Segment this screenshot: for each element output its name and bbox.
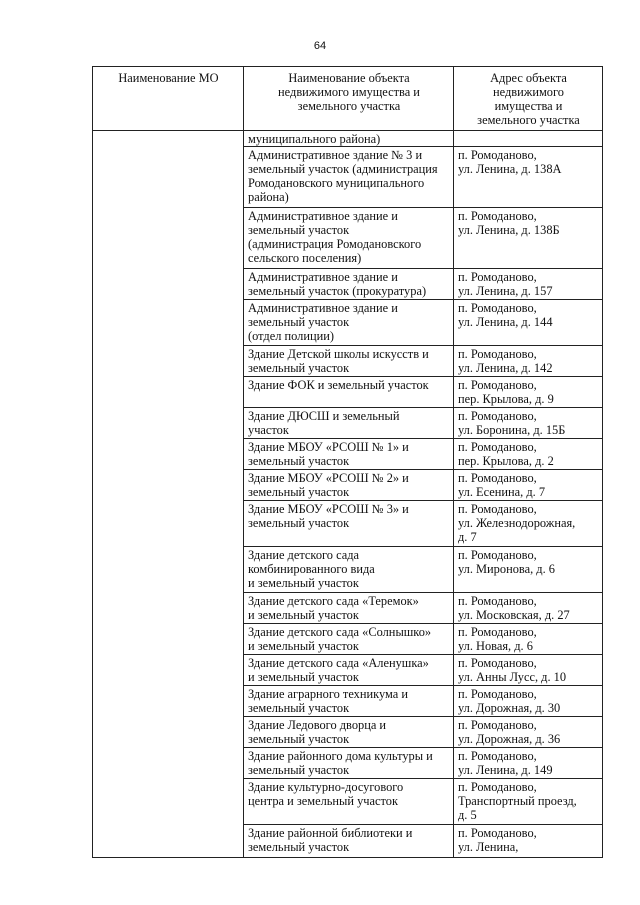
- object-name-line: муниципального района): [248, 132, 381, 146]
- object-name-line: Здание детского сада «Теремок»: [248, 594, 419, 608]
- object-name-line: Здание детского сада «Аленушка»: [248, 656, 429, 670]
- header-line: Адрес объекта: [490, 71, 567, 85]
- object-name-line: Здание МБОУ «РСОШ № 2» и: [248, 471, 409, 485]
- address-line: ул. Есенина, д. 7: [458, 485, 546, 499]
- header-line: недвижимого имущества и: [278, 85, 420, 99]
- address-cell: [454, 686, 603, 717]
- address-line: п. Ромоданово,: [458, 502, 537, 516]
- address-line: п. Ромоданово,: [458, 301, 537, 315]
- header-line: имущества и: [494, 99, 563, 113]
- header-address: [454, 67, 603, 131]
- address-line: п. Ромоданово,: [458, 625, 537, 639]
- object-name-cell: [244, 346, 454, 377]
- object-name-line: Здание районного дома культуры и: [248, 749, 433, 763]
- object-name-line: земельный участок: [248, 485, 350, 499]
- object-name-cell: [244, 748, 454, 779]
- address-line: п. Ромоданово,: [458, 656, 537, 670]
- address-line: д. 7: [458, 530, 477, 544]
- address-cell: [454, 408, 603, 439]
- object-name-line: Административное здание № 3 и: [248, 148, 423, 162]
- address-cell: [454, 377, 603, 408]
- address-line: п. Ромоданово,: [458, 780, 537, 794]
- object-name-cell: [244, 825, 454, 858]
- object-name-line: Здание аграрного техникума и: [248, 687, 408, 701]
- object-name-cell: [244, 686, 454, 717]
- object-name-cell: [244, 470, 454, 501]
- address-line: п. Ромоданово,: [458, 209, 537, 223]
- address-line: ул. Ленина,: [458, 840, 519, 854]
- header-line: недвижимого: [493, 85, 564, 99]
- address-line: пер. Крылова, д. 9: [458, 392, 554, 406]
- object-name-cell: [244, 593, 454, 624]
- object-name-line: (отдел полиции): [248, 329, 334, 343]
- address-line: ул. Новая, д. 6: [458, 639, 533, 653]
- object-name-line: Административное здание и: [248, 270, 398, 284]
- object-name-cell: [244, 655, 454, 686]
- object-name-line: Здание Ледового дворца и: [248, 718, 387, 732]
- object-name-line: земельный участок: [248, 223, 350, 237]
- object-name-cell: [244, 624, 454, 655]
- object-name-line: Здание ФОК и земельный участок: [248, 378, 429, 392]
- address-line: Транспортный проезд,: [458, 794, 577, 808]
- address-line: ул. Московская, д. 27: [458, 608, 570, 622]
- address-cell: [454, 470, 603, 501]
- object-name-cell: [244, 717, 454, 748]
- object-name-line: Здание детского сада: [248, 548, 360, 562]
- address-cell: [454, 208, 603, 269]
- object-name-line: центра и земельный участок: [248, 794, 398, 808]
- address-line: п. Ромоданово,: [458, 471, 537, 485]
- object-name-line: Здание МБОУ «РСОШ № 1» и: [248, 440, 409, 454]
- object-name-line: сельского поселения): [248, 251, 362, 265]
- object-name-cell: [244, 377, 454, 408]
- address-line: ул. Железнодорожная,: [458, 516, 576, 530]
- address-line: п. Ромоданово,: [458, 440, 537, 454]
- object-name-line: земельный участок: [248, 840, 350, 854]
- address-line: п. Ромоданово,: [458, 594, 537, 608]
- object-name-cell: [244, 300, 454, 346]
- address-line: ул. Ленина, д. 138А: [458, 162, 562, 176]
- object-name-line: Здание районной библиотеки и: [248, 826, 413, 840]
- object-name-line: (администрация Ромодановского: [248, 237, 422, 251]
- address-line: ул. Миронова, д. 6: [458, 562, 555, 576]
- address-line: п. Ромоданово,: [458, 718, 537, 732]
- object-name-cell: [244, 501, 454, 547]
- object-name-line: земельный участок: [248, 701, 350, 715]
- address-line: п. Ромоданово,: [458, 409, 537, 423]
- header-line: земельного участка: [477, 113, 580, 127]
- object-name-line: земельный участок (прокуратура): [248, 284, 427, 298]
- address-line: ул. Боронина, д. 15Б: [458, 423, 566, 437]
- object-name-line: земельный участок: [248, 315, 350, 329]
- address-line: ул. Ленина, д. 149: [458, 763, 553, 777]
- header-mo-text: Наименование МО: [118, 71, 219, 85]
- object-name-cell: [244, 131, 454, 147]
- address-line: пер. Крылова, д. 2: [458, 454, 554, 468]
- object-name-line: Здание детского сада «Солнышко»: [248, 625, 432, 639]
- header-mo: [93, 67, 244, 131]
- address-line: п. Ромоданово,: [458, 749, 537, 763]
- object-name-cell: [244, 269, 454, 300]
- object-name-line: Здание ДЮСШ и земельный: [248, 409, 400, 423]
- object-name-line: Здание МБОУ «РСОШ № 3» и: [248, 502, 409, 516]
- object-name-cell: [244, 147, 454, 208]
- address-cell: [454, 593, 603, 624]
- object-name-line: и земельный участок: [248, 639, 359, 653]
- address-cell: [454, 346, 603, 377]
- address-line: п. Ромоданово,: [458, 548, 537, 562]
- object-name-line: земельный участок (администрация: [248, 162, 438, 176]
- object-name-line: земельный участок: [248, 763, 350, 777]
- object-name-line: участок: [248, 423, 289, 437]
- address-line: ул. Дорожная, д. 30: [458, 701, 561, 715]
- object-name-line: Ромодановского муниципального: [248, 176, 425, 190]
- page-number: 64: [313, 40, 327, 52]
- address-cell: [454, 501, 603, 547]
- address-cell: [454, 779, 603, 825]
- table-header-row: [93, 67, 603, 131]
- object-name-line: Здание Детской школы искусств и: [248, 347, 429, 361]
- object-name-line: и земельный участок: [248, 608, 359, 622]
- address-cell: [454, 624, 603, 655]
- property-table: [92, 66, 603, 858]
- address-line: п. Ромоданово,: [458, 148, 537, 162]
- object-name-line: района): [248, 190, 289, 204]
- table-body: [93, 131, 603, 858]
- object-name-cell: [244, 779, 454, 825]
- table-row: [93, 131, 603, 147]
- object-name-line: и земельный участок: [248, 576, 359, 590]
- address-line: ул. Дорожная, д. 36: [458, 732, 561, 746]
- address-line: п. Ромоданово,: [458, 347, 537, 361]
- address-line: ул. Ленина, д. 138Б: [458, 223, 560, 237]
- header-object-name: [244, 67, 454, 131]
- object-name-line: земельный участок: [248, 516, 350, 530]
- address-cell: [454, 748, 603, 779]
- address-cell: [454, 300, 603, 346]
- header-line: земельного участка: [297, 99, 401, 113]
- address-cell: [454, 439, 603, 470]
- address-cell: [454, 147, 603, 208]
- object-name-line: Административное здание и: [248, 301, 398, 315]
- address-cell: [454, 547, 603, 593]
- address-line: ул. Ленина, д. 144: [458, 315, 553, 329]
- address-cell: [454, 655, 603, 686]
- object-name-line: земельный участок: [248, 454, 350, 468]
- address-line: ул. Анны Лусс, д. 10: [458, 670, 567, 684]
- object-name-cell: [244, 547, 454, 593]
- object-name-cell: [244, 439, 454, 470]
- address-cell: [454, 717, 603, 748]
- object-name-line: Здание культурно-досугового: [248, 780, 404, 794]
- address-line: ул. Ленина, д. 157: [458, 284, 553, 298]
- address-line: д. 5: [458, 808, 477, 822]
- object-name-line: комбинированного вида: [248, 562, 375, 576]
- object-name-cell: [244, 408, 454, 439]
- address-cell: [454, 131, 603, 147]
- address-line: п. Ромоданово,: [458, 687, 537, 701]
- address-line: п. Ромоданово,: [458, 826, 537, 840]
- object-name-line: и земельный участок: [248, 670, 359, 684]
- address-line: п. Ромоданово,: [458, 270, 537, 284]
- object-name-line: Административное здание и: [248, 209, 398, 223]
- address-line: п. Ромоданово,: [458, 378, 537, 392]
- address-cell: [454, 825, 603, 858]
- address-cell: [454, 269, 603, 300]
- object-name-line: земельный участок: [248, 732, 350, 746]
- header-line: Наименование объекта: [288, 71, 410, 85]
- address-line: ул. Ленина, д. 142: [458, 361, 553, 375]
- mo-cell: [93, 131, 244, 858]
- object-name-line: земельный участок: [248, 361, 350, 375]
- object-name-cell: [244, 208, 454, 269]
